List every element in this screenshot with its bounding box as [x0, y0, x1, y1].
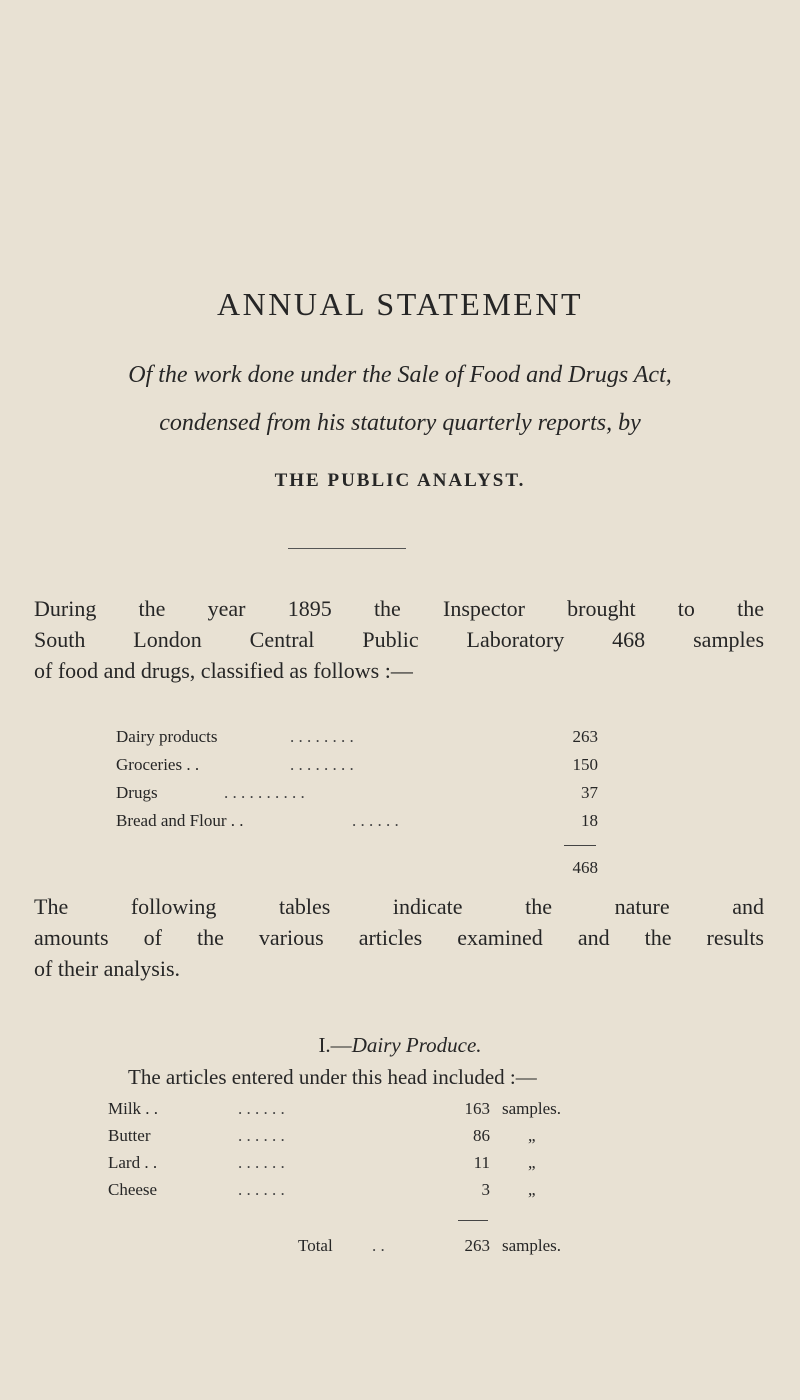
classification-value: 150: [572, 755, 598, 774]
leader-dots: . . . . . .: [238, 1180, 285, 1199]
intro-line: During the year 1895 the Inspector brought to the: [34, 596, 764, 621]
section-divider: [288, 548, 406, 549]
classification-value: 37: [581, 783, 598, 802]
dairy-label: Butter: [108, 1126, 151, 1145]
dairy-value: 163: [464, 1099, 490, 1118]
intro-line: South London Central Public Laboratory 468 samples: [34, 627, 764, 652]
subtitle-line-2: condensed from his statutory quarterly reports, by: [159, 410, 641, 436]
classification-total: 468: [572, 858, 598, 877]
total-value: 263: [464, 1236, 490, 1255]
classification-label: Dairy products: [116, 727, 218, 746]
total-label: Total: [298, 1236, 333, 1255]
ditto-mark: „: [528, 1180, 536, 1199]
dairy-label: Milk . .: [108, 1099, 159, 1118]
leader-dots: . . . . . .: [238, 1099, 285, 1118]
byline: THE PUBLIC ANALYST.: [274, 470, 526, 491]
dairy-label: Lard . .: [108, 1153, 158, 1172]
leader-dots: . .: [372, 1236, 385, 1255]
leader-dots: . . . . . . . .: [290, 755, 354, 774]
leader-dots: . . . . . . . . . .: [224, 783, 305, 802]
classification-value: 263: [572, 727, 598, 746]
total-unit: samples.: [502, 1236, 562, 1255]
classification-label: Bread and Flour . .: [116, 811, 244, 830]
intro-paragraph: [34, 593, 764, 686]
sum-rule: [564, 845, 596, 846]
dairy-value: 86: [473, 1126, 490, 1145]
ditto-mark: „: [528, 1153, 536, 1172]
tables-intro-line: The following tables indicate the nature and: [34, 894, 764, 919]
dairy-unit: samples.: [502, 1099, 562, 1118]
classification-label: Drugs: [116, 783, 158, 802]
intro-line: of food and drugs, classified as follows :—: [34, 658, 413, 683]
tables-intro-line: of their analysis.: [34, 956, 181, 981]
dairy-value: 3: [481, 1180, 490, 1199]
dairy-label: Cheese: [108, 1180, 158, 1199]
sum-rule: [458, 1220, 488, 1221]
page-title: ANNUAL STATEMENT: [217, 286, 583, 322]
classification-label: Groceries . .: [116, 755, 200, 774]
subtitle-line-1: Of the work done under the Sale of Food and Drugs Act,: [128, 362, 672, 388]
tables-intro-paragraph: [34, 891, 764, 984]
classification-value: 18: [581, 811, 598, 830]
ditto-mark: „: [528, 1126, 536, 1145]
section-title: Dairy Produce.: [351, 1033, 482, 1057]
section-number: I.—: [318, 1033, 352, 1057]
tables-intro-line: amounts of the various articles examined and the results: [34, 925, 764, 950]
dairy-intro: The articles entered under this head included :—: [128, 1065, 537, 1089]
section-heading: [0, 1033, 800, 1058]
leader-dots: . . . . . .: [238, 1126, 285, 1145]
dairy-value: 11: [473, 1153, 490, 1172]
leader-dots: . . . . . .: [352, 811, 399, 830]
leader-dots: . . . . . .: [238, 1153, 285, 1172]
leader-dots: . . . . . . . .: [290, 727, 354, 746]
